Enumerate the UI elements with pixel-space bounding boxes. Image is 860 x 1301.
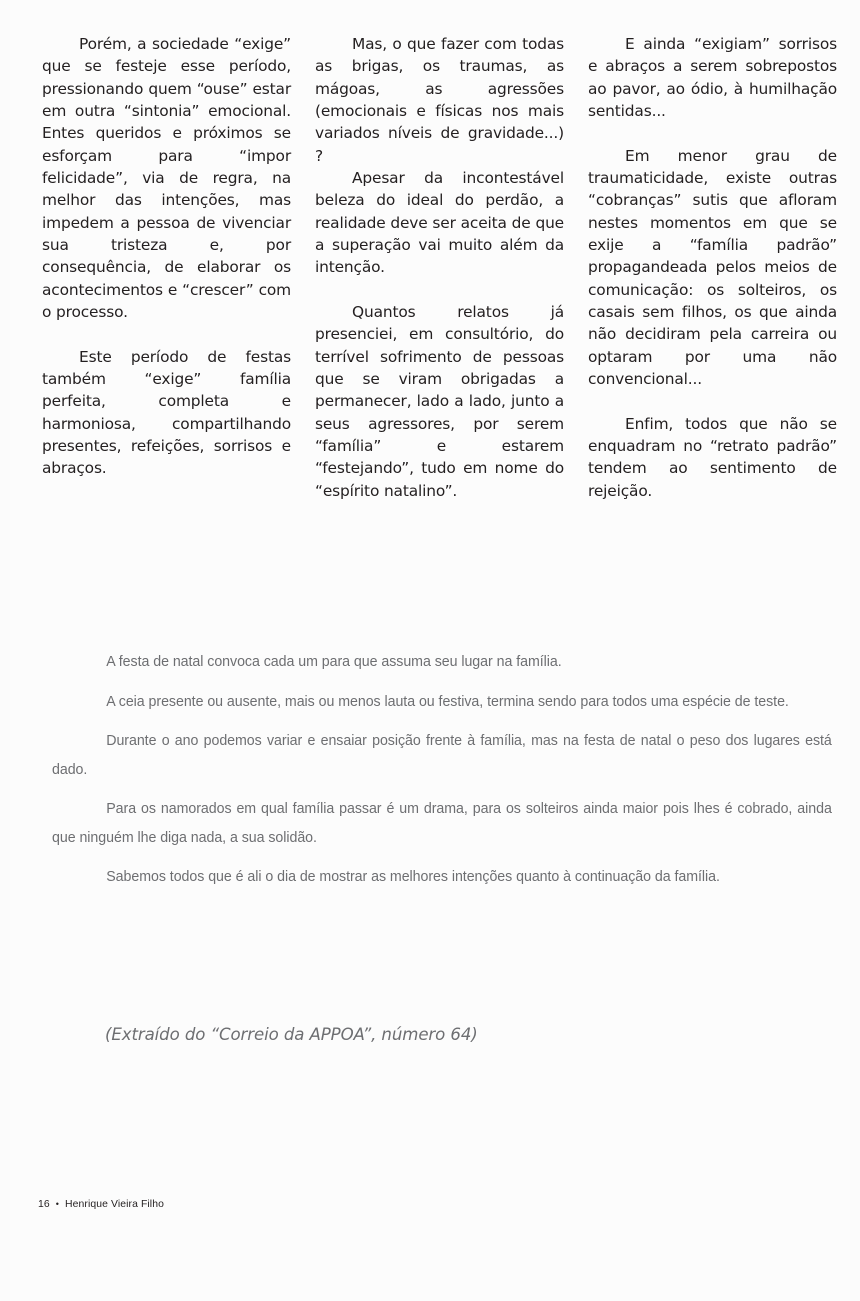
paragraph: Este período de festas também “exige” família perfeita, completa e harmoniosa, compartilhando presentes, refeições, sorrisos e abraços. [42,347,291,478]
text-column-3 [588,33,837,502]
quoted-paragraph: Durante o ano podemos variar e ensaiar posição frente à família, mas na festa de natal o peso dos lugares está dado. [52,732,832,778]
paragraph: Quantos relatos já presenciei, em consultório, do terrível sofrimento de pessoas que se viram obrigadas a permanecer, lado a lado, junto a seus agressores, por serem “família” e estarem “festejando”, tudo em nome do “espírito natalino”. [315,303,564,500]
page-content-area [10,0,850,1301]
footer-author-name: Henrique Vieira Filho [65,1199,164,1210]
quoted-paragraph: A ceia presente ou ausente, mais ou menos lauta ou festiva, termina sendo para todos uma espécie de teste. [106,692,789,710]
paragraph: Enfim, todos que não se enquadram no “retrato padrão” tendem ao sentimento de rejeição. [588,414,837,500]
paragraph: Porém, a sociedade “exige” que se festeje esse período, pressionando quem “ouse” estar em outra “sintonia” emocional. Entes queridos e próximos se esforçam para “impor felicidade”, via de regra, na melhor das intenções, mas impedem a pessoa de vivenciar sua tristeza e, por consequência, de elaborar os acontecimentos e “crescer” com o processo. [42,35,291,322]
footer-page-number: 16 [38,1199,50,1210]
three-column-text-block [42,33,838,502]
text-column-1 [42,33,291,502]
text-column-2 [315,33,564,502]
quoted-paragraph: Para os namorados em qual família passar é um drama, para os solteiros ainda maior pois lhes é cobrado, ainda que ninguém lhe diga nada, a sua solidão. [52,800,832,846]
paragraph: Mas, o que fazer com todas as brigas, os traumas, as mágoas, as agressões (emocionais e físicas nos mais variados níveis de gravidade...) ? [315,35,564,165]
page-footer [38,1198,164,1212]
quoted-paragraph: Sabemos todos que é ali o dia de mostrar as melhores intenções quanto à continuação da família. [106,868,720,885]
paragraph: Em menor grau de traumaticidade, existe outras “cobranças” sutis que afloram nestes momentos em que se exije a “família padrão” propagandeada pelos meios de comunicação: os solteiros, os casais sem filhos, os que ainda não decidiram pela carreira ou optaram por uma não convencional... [588,146,837,389]
wide-quoted-section [52,648,832,892]
source-attribution: (Extraído do “Correio da APPOA”, número 64) [105,1025,478,1044]
quoted-paragraph: A festa de natal convoca cada um para que assuma seu lugar na família. [106,653,562,670]
paragraph: E ainda “exigiam” sorrisos e abraços a serem sobrepostos ao pavor, ao ódio, à humilhação sentidas... [588,35,837,121]
paragraph: Apesar da incontestável beleza do ideal do perdão, a realidade deve ser aceita de que a superação vai muito além da intenção. [315,169,564,277]
footer-separator-dot: • [55,1199,60,1209]
